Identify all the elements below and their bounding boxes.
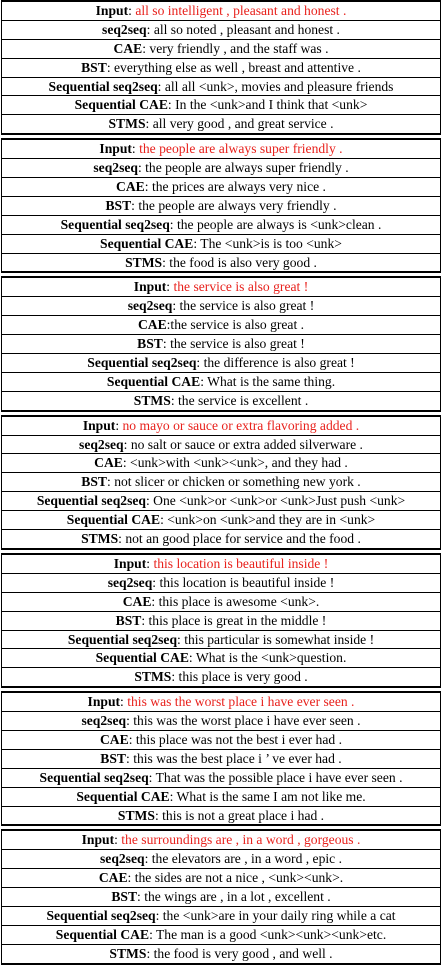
row-text: the food is very good , and well . <box>153 945 333 961</box>
row-text: <unk>with <unk><unk>, and they had . <box>130 455 348 471</box>
model-row: seq2seq: the service is also great ! <box>2 297 440 316</box>
row-label: CAE <box>137 317 167 333</box>
model-row: seq2seq: the people are always super friendly . <box>2 159 440 178</box>
model-row: seq2seq: this location is beautiful inside ! <box>2 574 440 593</box>
row-text: all so intelligent , pleasant and honest . <box>135 3 347 18</box>
row-text: very friendly , and the staff was . <box>149 40 329 56</box>
model-row: BST: the service is also great ! <box>2 335 440 354</box>
model-row: STMS: this is not a great place i had . <box>117 807 325 823</box>
row-label: STMS <box>134 669 172 685</box>
row-text: the people are always super friendly . <box>145 160 349 176</box>
row-text: this location is beautiful inside ! <box>159 574 335 590</box>
row-label: BST <box>105 197 132 213</box>
model-row: Sequential CAE: The <unk>is is too <unk> <box>2 235 440 254</box>
row-text: this is not a great place i had . <box>162 807 325 823</box>
row-label: Input <box>95 3 129 18</box>
row-text: the <unk>are in your daily ring while a cat <box>162 907 396 923</box>
row-label: Sequential CAE <box>106 373 201 389</box>
row-label: seq2seq <box>100 851 145 867</box>
row-label: Sequential seq2seq <box>48 78 158 94</box>
model-row: Sequential seq2seq: the difference is also great ! <box>2 354 440 373</box>
row-text: this was the worst place i have ever seen . <box>127 694 355 710</box>
row-text: this was the worst place i have ever seen . <box>133 713 361 729</box>
model-row: CAE: <unk>with <unk><unk>, and they had . <box>2 454 440 473</box>
row-label: Input <box>99 141 132 157</box>
input-row: Input: all so intelligent , pleasant and honest . <box>2 2 440 21</box>
model-row: seq2seq: the elevators are , in a word , epic . <box>2 850 440 869</box>
model-row: CAE: this place is awesome <unk>. <box>2 593 440 612</box>
row-label: BST <box>81 59 107 75</box>
row-label: seq2seq <box>79 436 124 452</box>
row-text: this place is great in the middle ! <box>148 612 327 628</box>
row-text: the elevators are , in a word , epic . <box>151 851 342 867</box>
row-label: STMS <box>125 254 163 270</box>
row-label: seq2seq <box>127 298 173 314</box>
model-row: CAE: the prices are always very nice . <box>2 178 440 197</box>
row-label: Sequential seq2seq <box>46 907 156 923</box>
input-row: Input: this location is beautiful inside ! <box>2 555 440 574</box>
row-text: In the <unk>and I think that <unk> <box>175 97 368 113</box>
row-text: this place is awesome <unk>. <box>158 593 320 609</box>
row-text: What is the <unk>question. <box>195 650 347 666</box>
row-label: STMS <box>81 531 119 547</box>
row-label: Sequential CAE <box>74 97 168 113</box>
row-label: seq2seq <box>102 21 147 37</box>
model-row: BST: the people are always very friendly . <box>2 197 440 216</box>
model-row: STMS: this place is very good . <box>134 669 308 685</box>
model-row: Sequential CAE: The man is a good <unk><unk><unk>etc. <box>2 926 440 945</box>
row-text: the service is also great ! <box>173 279 309 295</box>
row-label: CAE <box>122 593 152 609</box>
row-text: the surroundings are , in a word , gorgeous . <box>121 832 361 848</box>
model-row: Sequential CAE: What is the <unk>question. <box>2 649 440 668</box>
row-text: all all <unk>, movies and pleasure friends <box>164 78 394 94</box>
row-label: BST <box>111 889 138 905</box>
row-label: Sequential seq2seq <box>36 493 146 509</box>
model-row: BST: everything else as well , breast and attentive . <box>2 59 440 78</box>
model-row: Sequential CAE: <unk>on <unk>and they are in <unk> <box>2 511 440 530</box>
row-label: Sequential CAE <box>55 926 150 942</box>
row-label: STMS <box>108 116 146 132</box>
example-block <box>1 553 441 688</box>
model-row: Sequential seq2seq: That was the possible place i have ever seen . <box>2 769 440 788</box>
model-row: CAE: the sides are not a nice , <unk><unk>. <box>2 869 440 888</box>
row-label: Sequential seq2seq <box>39 769 149 785</box>
row-text: all so noted , pleasant and honest . <box>153 21 340 37</box>
input-row: Input: the surroundings are , in a word , gorgeous . <box>2 831 440 850</box>
row-label: Input <box>82 417 116 433</box>
input-row: Input: no mayo or sauce or extra flavoring added . <box>2 417 440 436</box>
row-text: this place is very good . <box>178 669 308 685</box>
row-text: no salt or sauce or extra added silverware . <box>130 436 363 452</box>
row-label: seq2seq <box>107 574 153 590</box>
row-text: the people are always is <unk>clean . <box>176 216 382 232</box>
model-row: CAE: this place was not the best i ever had . <box>2 731 440 750</box>
row-label: Sequential CAE <box>76 788 170 804</box>
row-text: the people are always very friendly . <box>138 197 337 213</box>
model-row: Sequential seq2seq: this particular is somewhat inside ! <box>2 631 440 650</box>
row-label: BST <box>115 612 142 628</box>
row-label: BST <box>137 336 163 352</box>
model-row: seq2seq: all so noted , pleasant and honest . <box>2 21 440 40</box>
model-row: Sequential CAE: In the <unk>and I think that <unk> <box>2 96 440 115</box>
row-text: the prices are always very nice . <box>151 179 326 195</box>
model-row: Sequential seq2seq: the people are always is <unk>clean . <box>2 216 440 235</box>
row-text: all very good , and great service . <box>152 116 334 132</box>
row-text: the difference is also great ! <box>203 355 355 371</box>
example-block <box>1 138 441 273</box>
row-text: the people are always super friendly . <box>139 141 343 157</box>
row-label: BST <box>100 750 126 766</box>
row-text: the food is also very good . <box>169 254 317 270</box>
row-label: Sequential CAE <box>100 235 194 251</box>
row-label: CAE <box>94 455 123 471</box>
model-row: CAE: very friendly , and the staff was . <box>2 40 440 59</box>
example-block <box>1 691 441 826</box>
row-text: this place was not the best i ever had . <box>135 731 342 747</box>
example-block <box>1 415 441 550</box>
example-block <box>1 276 441 411</box>
row-label: Input <box>81 832 115 848</box>
model-row: STMS: not an good place for service and the food . <box>81 531 361 547</box>
model-row: STMS: the food is also very good . <box>125 254 317 270</box>
example-block <box>1 829 441 964</box>
row-text: The man is a good <unk><unk><unk>etc. <box>156 926 387 942</box>
model-row: BST: the wings are , in a lot , excellent . <box>2 888 440 907</box>
row-label: Input <box>87 694 121 710</box>
model-row: Sequential seq2seq: all all <unk>, movies and pleasure friends <box>2 78 440 97</box>
row-text: One <unk>or <unk>or <unk>Just push <unk> <box>153 493 406 509</box>
row-text: The <unk>is is too <unk> <box>200 235 342 251</box>
row-text: the service is excellent . <box>178 392 309 408</box>
row-text: everything else as well , breast and attentive . <box>114 59 361 75</box>
example-block <box>1 0 441 135</box>
model-row: CAE:the service is also great . <box>2 316 440 335</box>
model-row: Sequential CAE: What is the same thing. <box>2 373 440 392</box>
row-text: the wings are , in a lot , excellent . <box>144 889 331 905</box>
row-text: no mayo or sauce or extra flavoring added . <box>122 417 360 433</box>
row-label: Sequential seq2seq <box>87 355 197 371</box>
row-text: not slicer or chicken or something new york . <box>114 474 361 490</box>
row-label: STMS <box>109 945 147 961</box>
row-label: Sequential seq2seq <box>67 631 178 647</box>
row-label: Input <box>113 555 147 571</box>
row-label: BST <box>81 474 107 490</box>
row-text: this was the best place i ’ ve ever had . <box>133 750 342 766</box>
model-row: Sequential seq2seq: the <unk>are in your daily ring while a cat <box>2 907 440 926</box>
row-text: What is the same I am not like me. <box>176 788 366 804</box>
row-text: not an good place for service and the food . <box>125 531 361 547</box>
row-label: Sequential CAE <box>95 650 189 666</box>
row-text: <unk>on <unk>and they are in <unk> <box>167 512 376 528</box>
row-text: What is the same thing. <box>207 373 336 389</box>
row-label: seq2seq <box>81 713 127 729</box>
model-row: seq2seq: no salt or sauce or extra added silverware . <box>2 436 440 455</box>
row-label: CAE <box>113 40 143 56</box>
model-row: Sequential seq2seq: One <unk>or <unk>or <unk>Just push <unk> <box>2 492 440 511</box>
row-text: this particular is somewhat inside ! <box>184 631 375 647</box>
row-label: STMS <box>117 807 155 823</box>
row-text: the service is also great ! <box>179 298 315 314</box>
input-row: Input: the service is also great ! <box>2 278 440 297</box>
row-label: STMS <box>133 392 171 408</box>
model-row: STMS: the food is very good , and well . <box>109 945 333 961</box>
row-text: this location is beautiful inside ! <box>153 555 329 571</box>
model-row: BST: not slicer or chicken or something new york . <box>2 473 440 492</box>
model-row: BST: this place is great in the middle ! <box>2 612 440 631</box>
model-row: BST: this was the best place i ’ ve ever had . <box>2 750 440 769</box>
model-row: seq2seq: this was the worst place i have ever seen . <box>2 712 440 731</box>
row-text: the service is also great . <box>170 317 305 333</box>
model-row: STMS: all very good , and great service . <box>108 116 334 132</box>
input-row: Input: this was the worst place i have ever seen . <box>2 693 440 712</box>
input-row: Input: the people are always super friendly . <box>2 140 440 159</box>
row-label: CAE <box>99 731 129 747</box>
row-label: Sequential seq2seq <box>60 216 170 232</box>
row-label: seq2seq <box>93 160 138 176</box>
row-label: Input <box>133 279 167 295</box>
row-label: CAE <box>116 179 145 195</box>
row-text: the service is also great ! <box>170 336 305 352</box>
model-row: Sequential CAE: What is the same I am not like me. <box>2 788 440 807</box>
row-text: the sides are not a nice , <unk><unk>. <box>134 870 344 886</box>
row-label: Sequential CAE <box>66 512 161 528</box>
model-row: STMS: the service is excellent . <box>133 392 309 408</box>
row-text: That was the possible place i have ever seen . <box>155 769 403 785</box>
row-label: CAE <box>98 870 128 886</box>
